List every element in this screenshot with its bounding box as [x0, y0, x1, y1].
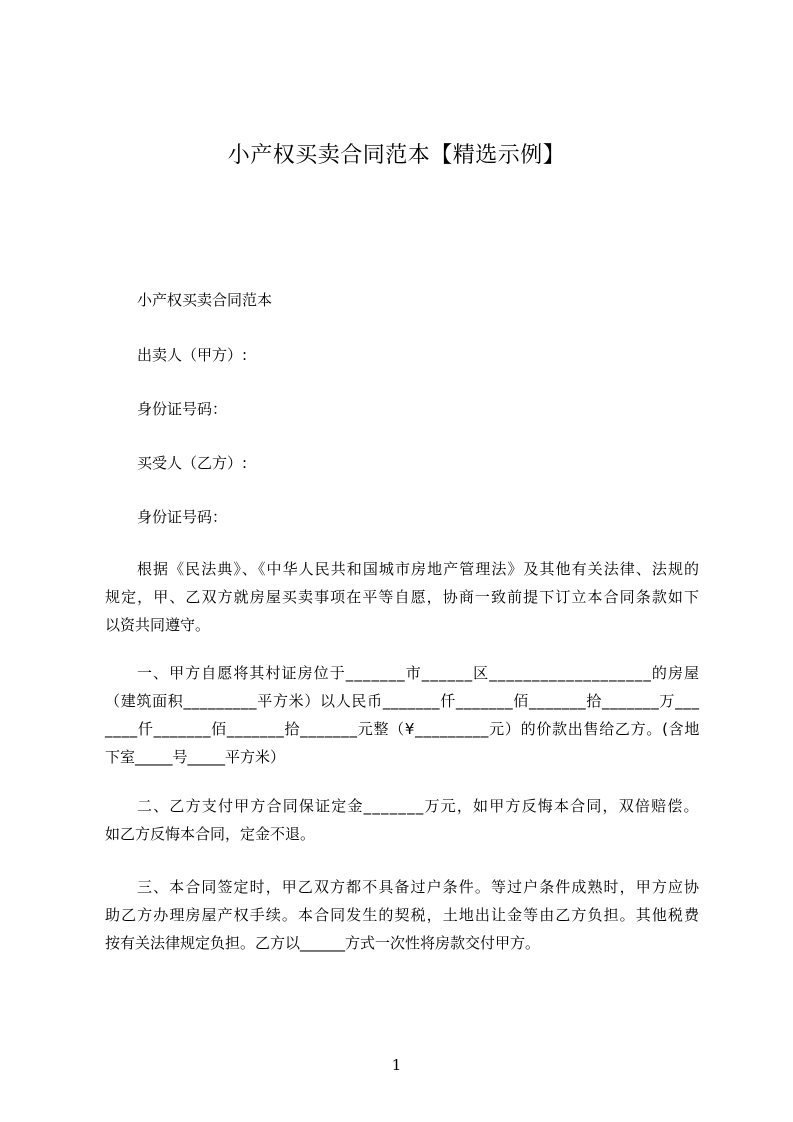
seller-id-field: 身份证号码：: [137, 400, 228, 418]
clause-2-line-1: 二、乙方支付甲方合同保证定金_______万元，如甲方反悔本合同，双倍赔偿。: [137, 797, 700, 815]
clause-1-line-1: 一、甲方自愿将其村证房位于_______市______区___________________的房屋: [137, 664, 701, 682]
clause-2-paragraph: [105, 792, 699, 848]
clause-1-line-4: 下室_____号_____平方米）: [105, 748, 286, 766]
clause-1-line-3: ____仟_______佰_______拾_______元整（¥_________元）的价款出售给乙方。(含地: [105, 720, 701, 738]
preamble-line-2: 规定，甲、乙双方就房屋买卖事项在平等自愿，协商一致前提下订立本合同条款如下: [105, 588, 701, 606]
document-title: 小产权买卖合同范本【精选示例】: [227, 143, 566, 168]
preamble-line-1: 根据《民法典》、《中华人民共和国城市房地产管理法》及其他有关法律、法规的: [137, 560, 701, 578]
clause-3-line-3: 按有关法律规定负担。乙方以______方式一次性将房款交付甲方。: [105, 934, 541, 952]
seller-field: 出卖人（甲方）:: [137, 346, 248, 364]
preamble-paragraph: [105, 555, 699, 639]
clause-3-line-2: 助乙方办理房屋产权手续。本合同发生的契税，土地出让金等由乙方负担。其他税费: [105, 906, 701, 924]
clause-1-line-2: （建筑面积_________平方米）以人民币_______仟_______佰_______拾_______万___: [105, 692, 700, 710]
page-number: 1: [391, 1056, 402, 1074]
clause-2-line-2: 如乙方反悔本合同，定金不退。: [105, 825, 316, 843]
clause-3-line-1: 三、本合同签定时，甲乙双方都不具备过户条件。等过户条件成熟时，甲方应协: [137, 878, 701, 896]
clause-3-paragraph: [105, 873, 699, 957]
buyer-id-field: 身份证号码：: [137, 508, 228, 526]
contract-subtitle: 小产权买卖合同范本: [137, 291, 273, 309]
buyer-field: 买受人（乙方）:: [137, 454, 248, 472]
preamble-line-3: 以资共同遵守。: [105, 616, 211, 634]
clause-1-paragraph: [105, 659, 699, 771]
